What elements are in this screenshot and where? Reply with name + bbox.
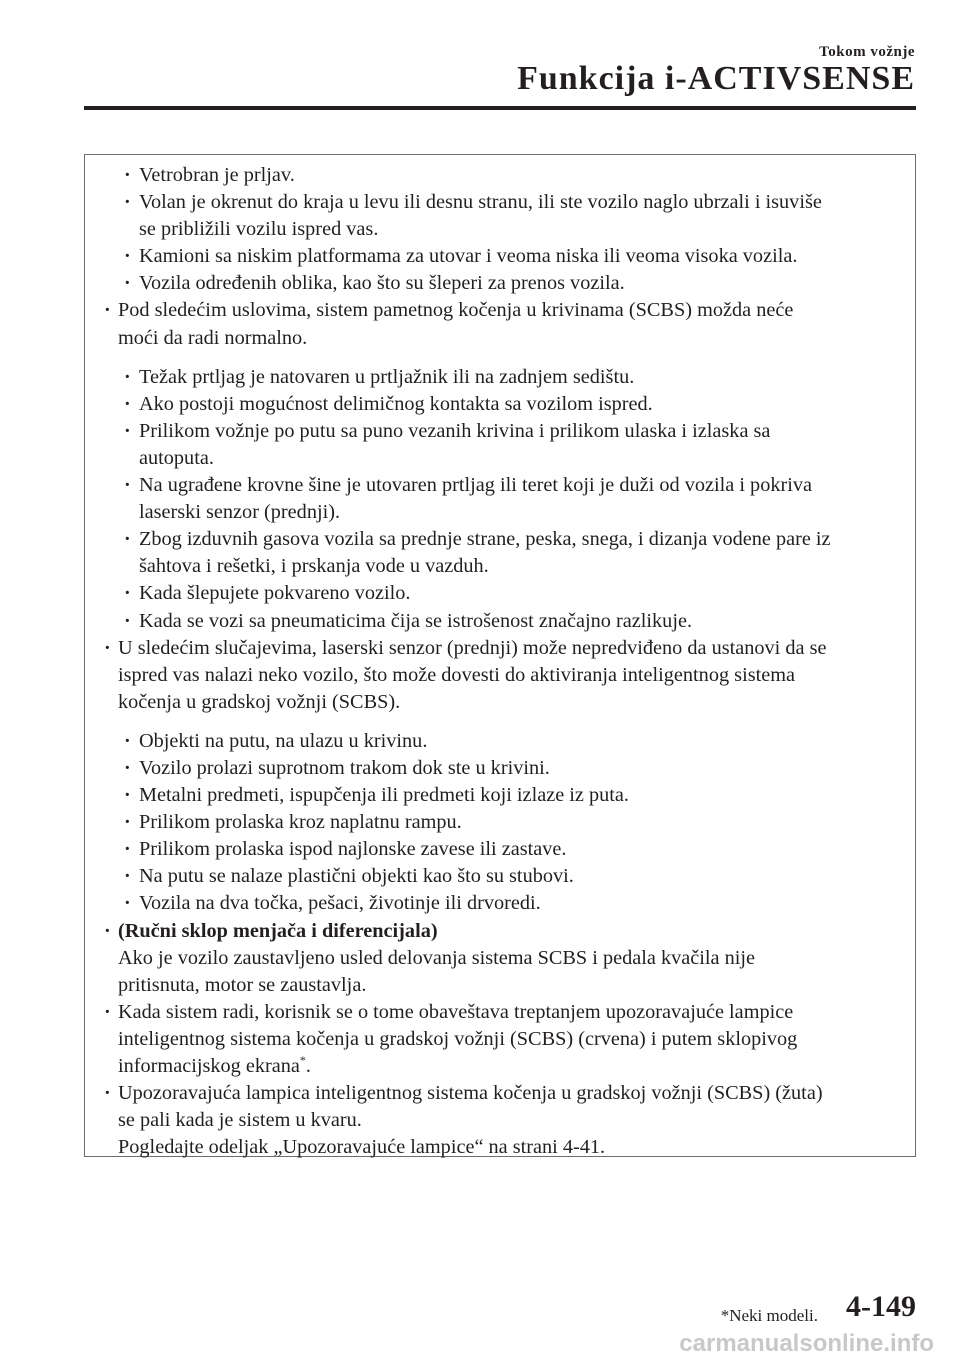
bullet-icon: · [124, 892, 131, 915]
bullet-icon: · [124, 756, 131, 779]
text-line [101, 499, 905, 526]
header-rule [84, 106, 916, 110]
text-line [101, 809, 905, 836]
text-line [101, 1107, 905, 1134]
content-box [84, 154, 916, 1157]
bullet-icon: · [124, 582, 131, 605]
text-line [101, 689, 905, 716]
line-text: Pod sledećim uslovima, sistem pametnog kočenja u krivinama (SCBS) možda neće [118, 299, 794, 322]
footnote-marker: * [299, 1053, 306, 1067]
line-text: Vozilo prolazi suprotnom trakom dok ste u krivini. [139, 756, 550, 779]
line-text: se približili vozilu ispred vas. [139, 218, 379, 241]
text-line [101, 1026, 905, 1053]
text-line [101, 325, 905, 352]
text-line [101, 391, 905, 418]
line-text: Upozoravajuća lampica inteligentnog sistema kočenja u gradskoj vožnji (SCBS) (žuta) [118, 1082, 823, 1105]
line-text: Na putu se nalaze plastični objekti kao što su stubovi. [139, 865, 574, 888]
text-line [101, 445, 905, 472]
line-text: U sledećim slučajevima, laserski senzor (prednji) može nepredviđeno da ustanovi da se [118, 636, 827, 659]
bullet-icon: · [124, 419, 131, 442]
text-line [101, 662, 905, 689]
line-text: Vozila na dva točka, pešaci, životinje ili drvoredi. [139, 892, 541, 915]
text-line [101, 863, 905, 890]
bullet-icon: · [124, 784, 131, 807]
text-line [101, 526, 905, 553]
line-text: Volan je okrenut do kraja u levu ili desnu stranu, ili ste vozilo naglo ubrzali i isuviše [139, 191, 822, 214]
content-list [101, 162, 905, 1161]
text-line [101, 782, 905, 809]
footnote: *Neki modeli. [720, 1306, 818, 1325]
text-line [101, 972, 905, 999]
line-text: Kamioni sa niskim platformama za utovar i veoma niska ili veoma visoka vozila. [139, 245, 798, 268]
line-text: Metalni predmeti, ispupčenja ili predmeti koji izlaze iz puta. [139, 784, 629, 807]
bullet-icon: · [124, 245, 131, 268]
section-label: Tokom vožnje [819, 44, 915, 60]
text-line [101, 999, 905, 1026]
line-text: Kada sistem radi, korisnik se o tome obaveštava treptanjem upozoravajuće lampice [118, 1000, 794, 1023]
line-text: Prilikom vožnje po putu sa puno vezanih krivina i prilikom ulaska i izlaska sa [139, 419, 771, 442]
bullet-icon: · [124, 729, 131, 752]
line-text: (Ručni sklop menjača i diferencijala) [118, 919, 438, 942]
bullet-icon: · [124, 392, 131, 415]
text-line [101, 1053, 905, 1080]
line-tail: . [305, 1055, 311, 1077]
line-text: autoputa. [139, 446, 214, 469]
bullet-icon: · [104, 299, 111, 322]
line-text: informacijskog ekrana [118, 1055, 300, 1077]
line-text: Težak prtljag je natovaren u prtljažnik ili na zadnjem sedištu. [139, 365, 635, 388]
bullet-icon: · [104, 636, 111, 659]
line-text: Na ugrađene krovne šine je utovaren prtljag ili teret koji je duži od vozila i pokriva [139, 474, 813, 497]
bullet-icon: · [124, 474, 131, 497]
page-number: 4-149 [846, 1290, 916, 1323]
text-line [101, 162, 905, 189]
line-text: Prilikom prolaska ispod najlonske zavese ili zastave. [139, 838, 567, 861]
line-text: pritisnuta, motor se zaustavlja. [118, 973, 367, 996]
line-text: Objekti na putu, na ulazu u krivinu. [139, 729, 428, 752]
text-line [101, 1134, 905, 1161]
spacer [101, 716, 905, 728]
text-line [101, 270, 905, 297]
line-text: Kada se vozi sa pneumaticima čija se istrošenost značajno razlikuje. [139, 609, 693, 632]
text-line [101, 418, 905, 445]
line-text: moći da radi normalno. [118, 326, 308, 349]
text-line [101, 755, 905, 782]
text-line [101, 918, 905, 945]
text-line [101, 364, 905, 391]
line-text: Kada šlepujete pokvareno vozilo. [139, 582, 411, 605]
line-text: šahtova i rešetki, i prskanja vode u vazduh. [139, 555, 489, 578]
text-line [101, 890, 905, 917]
bullet-icon: · [104, 1082, 111, 1105]
text-line [101, 297, 905, 324]
line-text: kočenja u gradskoj vožnji (SCBS). [118, 690, 401, 713]
text-line [101, 580, 905, 607]
text-line [101, 728, 905, 755]
bullet-icon: · [104, 919, 111, 942]
text-line [101, 836, 905, 863]
line-text: ispred vas nalazi neko vozilo, što može dovesti do aktiviranja inteligentnog sistema [118, 663, 796, 686]
line-text: inteligentnog sistema kočenja u gradskoj vožnji (SCBS) (crvena) i putem sklopivog [118, 1027, 798, 1050]
text-line [101, 553, 905, 580]
text-line [101, 472, 905, 499]
line-text: se pali kada je sistem u kvaru. [118, 1109, 362, 1132]
bullet-icon: · [124, 838, 131, 861]
text-line [101, 945, 905, 972]
bullet-icon: · [124, 272, 131, 295]
text-line [101, 189, 905, 216]
line-text: Ako postoji mogućnost delimičnog kontakta sa vozilom ispred. [139, 392, 653, 415]
line-text: Vetrobran je prljav. [139, 164, 295, 186]
bullet-icon: · [124, 528, 131, 551]
line-text: laserski senzor (prednji). [139, 501, 341, 524]
bullet-icon: · [124, 865, 131, 888]
line-text: Ako je vozilo zaustavljeno usled delovanja sistema SCBS i pedala kvačila nije [118, 946, 756, 969]
text-line [101, 635, 905, 662]
text-line [101, 243, 905, 270]
line-text: Vozila određenih oblika, kao što su šleperi za prenos vozila. [139, 272, 625, 295]
spacer [101, 352, 905, 364]
line-text: Pogledajte odeljak „Upozoravajuće lampice“ na strani 4-41. [118, 1136, 606, 1159]
bullet-icon: · [104, 1000, 111, 1023]
bullet-icon: · [124, 811, 131, 834]
page-title: Funkcija i-ACTIVSENSE [517, 60, 915, 97]
text-line [101, 608, 905, 635]
bullet-icon: · [124, 365, 131, 388]
bullet-icon: · [124, 609, 131, 632]
text-line [101, 216, 905, 243]
line-text: Zbog izduvnih gasova vozila sa prednje strane, peska, snega, i dizanja vodene pare iz [139, 528, 831, 551]
line-text: Prilikom prolaska kroz naplatnu rampu. [139, 811, 462, 834]
watermark: carmanualsonline.info [679, 1330, 934, 1357]
text-line [101, 1080, 905, 1107]
bullet-icon: · [124, 164, 131, 186]
bullet-icon: · [124, 191, 131, 214]
